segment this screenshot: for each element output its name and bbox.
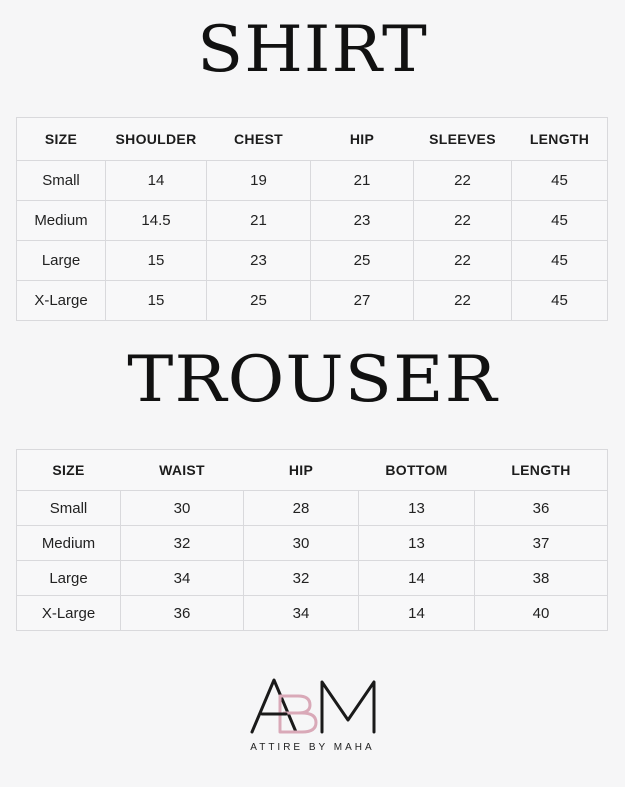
table-cell: 15 xyxy=(106,281,207,321)
table-cell: 30 xyxy=(244,526,359,561)
table-cell: 21 xyxy=(207,201,311,241)
column-header: SHOULDER xyxy=(106,118,207,161)
table-cell: 45 xyxy=(512,241,608,281)
table-cell: 14 xyxy=(359,596,475,631)
table-cell: 34 xyxy=(244,596,359,631)
table-row xyxy=(17,201,608,241)
column-header: CHEST xyxy=(207,118,311,161)
table-cell: 13 xyxy=(359,491,475,526)
table-cell: 25 xyxy=(207,281,311,321)
table-cell: 36 xyxy=(121,596,244,631)
size-cell: X-Large xyxy=(17,281,106,321)
table-cell: 13 xyxy=(359,526,475,561)
trouser-title: TROUSER xyxy=(127,343,498,417)
table-row xyxy=(17,596,608,631)
table-row xyxy=(17,526,608,561)
size-cell: Small xyxy=(17,491,121,526)
table-cell: 45 xyxy=(512,281,608,321)
size-cell: Large xyxy=(17,241,106,281)
column-header: HIP xyxy=(244,450,359,491)
size-cell: X-Large xyxy=(17,596,121,631)
column-header: HIP xyxy=(311,118,414,161)
table-cell: 45 xyxy=(512,201,608,241)
table-cell: 23 xyxy=(311,201,414,241)
table-cell: 22 xyxy=(414,241,512,281)
table-cell: 14.5 xyxy=(106,201,207,241)
column-header: LENGTH xyxy=(475,450,608,491)
column-header: SIZE xyxy=(17,450,121,491)
table-cell: 21 xyxy=(311,161,414,201)
table-cell: 27 xyxy=(311,281,414,321)
table-header-row xyxy=(17,118,608,161)
table-cell: 37 xyxy=(475,526,608,561)
table-cell: 19 xyxy=(207,161,311,201)
shirt-size-table xyxy=(16,117,608,321)
table-cell: 36 xyxy=(475,491,608,526)
table-cell: 22 xyxy=(414,281,512,321)
table-cell: 28 xyxy=(244,491,359,526)
table-row xyxy=(17,561,608,596)
table-cell: 30 xyxy=(121,491,244,526)
table-cell: 14 xyxy=(106,161,207,201)
column-header: LENGTH xyxy=(512,118,608,161)
shirt-title: SHIRT xyxy=(197,13,428,87)
column-header: SLEEVES xyxy=(414,118,512,161)
size-cell: Medium xyxy=(17,201,106,241)
table-cell: 23 xyxy=(207,241,311,281)
table-header-row xyxy=(17,450,608,491)
table-cell: 15 xyxy=(106,241,207,281)
table-row xyxy=(17,161,608,201)
size-cell: Medium xyxy=(17,526,121,561)
table-cell: 14 xyxy=(359,561,475,596)
size-cell: Large xyxy=(17,561,121,596)
table-row xyxy=(17,281,608,321)
table-cell: 32 xyxy=(244,561,359,596)
column-header: WAIST xyxy=(121,450,244,491)
column-header: BOTTOM xyxy=(359,450,475,491)
table-cell: 22 xyxy=(414,161,512,201)
size-cell: Small xyxy=(17,161,106,201)
brand-logo xyxy=(240,674,390,736)
trouser-size-table xyxy=(16,449,608,631)
table-cell: 38 xyxy=(475,561,608,596)
table-cell: 32 xyxy=(121,526,244,561)
table-cell: 40 xyxy=(475,596,608,631)
brand-name: ATTIRE BY MAHA xyxy=(250,742,375,753)
table-row xyxy=(17,241,608,281)
column-header: SIZE xyxy=(17,118,106,161)
table-cell: 22 xyxy=(414,201,512,241)
table-cell: 45 xyxy=(512,161,608,201)
table-cell: 34 xyxy=(121,561,244,596)
table-row xyxy=(17,491,608,526)
table-cell: 25 xyxy=(311,241,414,281)
